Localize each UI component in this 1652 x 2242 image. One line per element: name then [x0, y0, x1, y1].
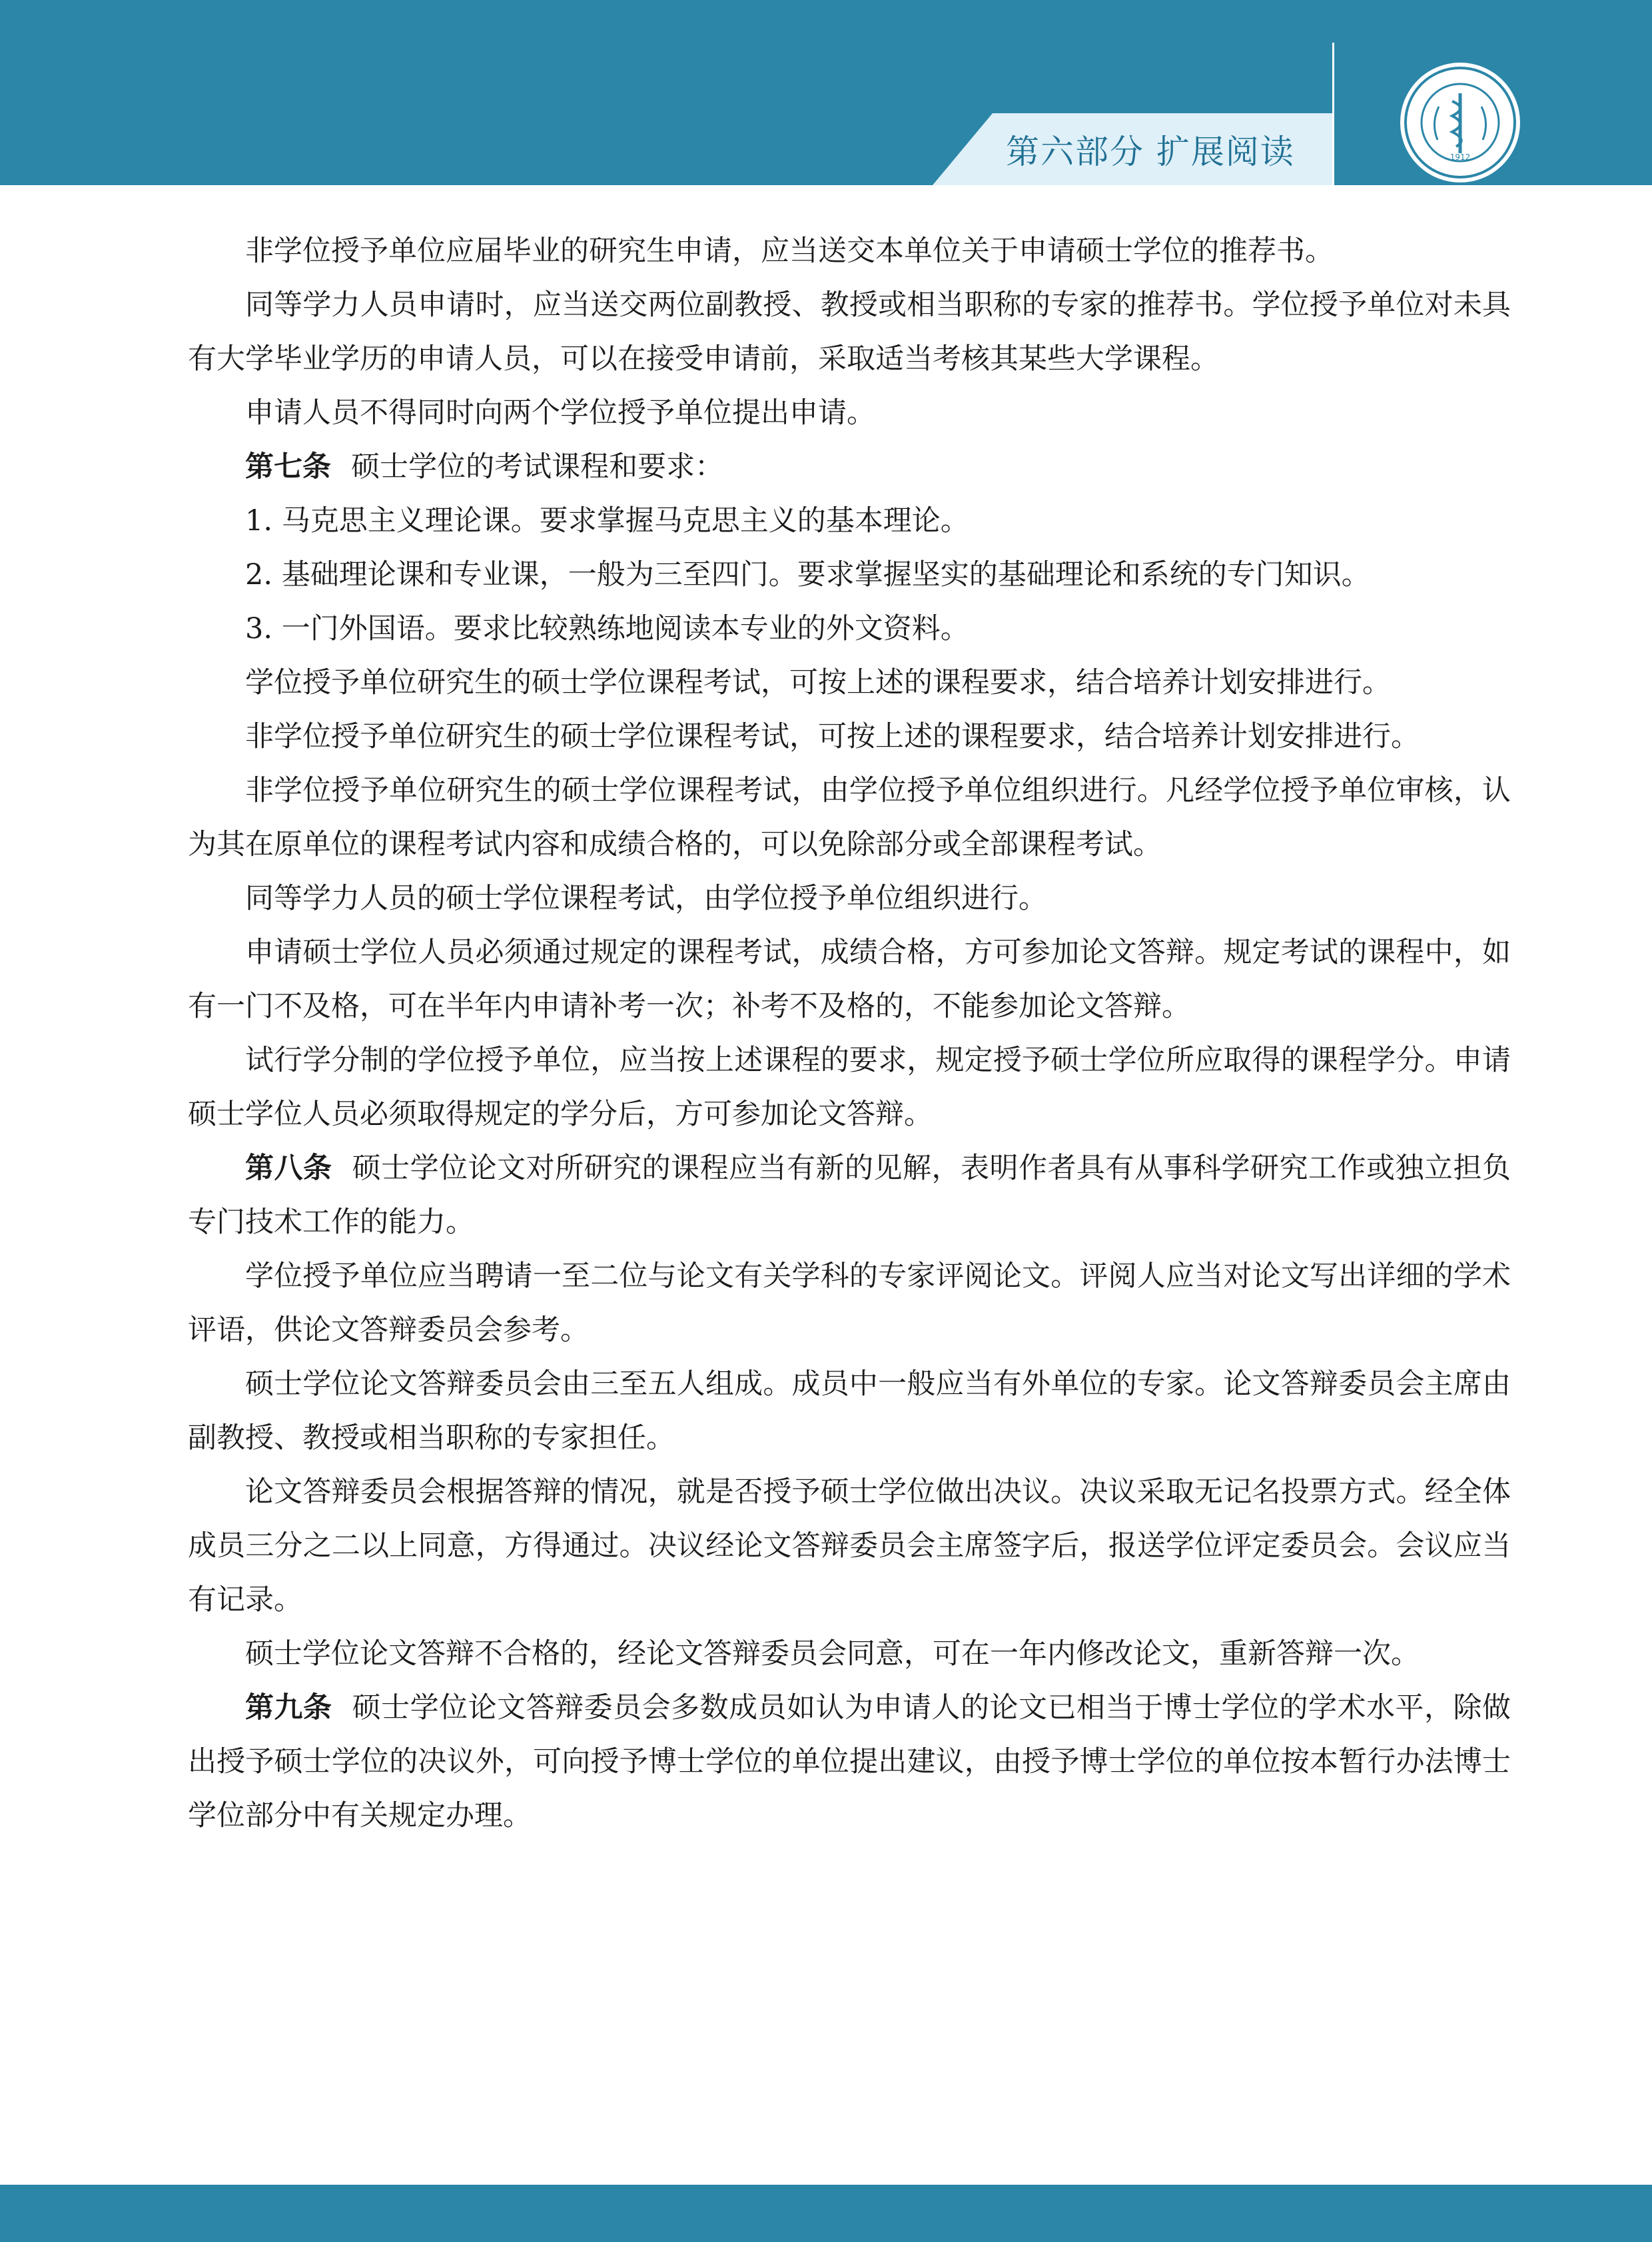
- paragraph-text: 非学位授予单位研究生的硕士学位课程考试，可按上述的课程要求，结合培养计划安排进行。: [245, 720, 1420, 753]
- paragraph-text: 1. 马克思主义理论课。要求掌握马克思主义的基本理论。: [245, 504, 969, 538]
- paragraph-text: 非学位授予单位研究生的硕士学位课程考试，由学位授予单位组织进行。凡经学位授予单位审核，认为其在原单位的课程考试内容和成绩合格的，可以免除部分或全部课程考试。: [188, 774, 1511, 861]
- article-paragraph: [188, 1681, 1511, 1843]
- paragraph-text: 硕士学位论文答辩委员会多数成员如认为申请人的论文已相当于博士学位的学术水平，除做出授予硕士学位的决议外，可向授予博士学位的单位提出建议，由授予博士学位的单位按本暂行办法博士学位部分中有关规定办理。: [188, 1691, 1511, 1832]
- article-number: 第八条: [245, 1152, 332, 1185]
- body-paragraph: [188, 1627, 1511, 1681]
- paragraph-text: 论文答辩委员会根据答辩的情况，就是否授予硕士学位做出决议。决议采取无记名投票方式。经全体成员三分之二以上同意，方得通过。决议经论文答辩委员会主席签字后，报送学位评定委员会。会议应当有记录。: [188, 1475, 1511, 1617]
- body-paragraph: [188, 386, 1511, 440]
- footer-band: [0, 2185, 1652, 2242]
- paragraph-text: 学位授予单位应当聘请一至二位与论文有关学科的专家评阅论文。评阅人应当对论文写出详细的学术评语，供论文答辩委员会参考。: [188, 1260, 1511, 1347]
- body-paragraph: [188, 1357, 1511, 1465]
- section-title: 第六部分 扩展阅读: [1006, 133, 1295, 171]
- paragraph-text: 硕士学位的考试课程和要求：: [351, 450, 724, 484]
- paragraph-text: 申请人员不得同时向两个学位授予单位提出申请。: [245, 396, 875, 430]
- body-paragraph: [188, 710, 1511, 764]
- header-divider: [1332, 43, 1334, 185]
- paragraph-text: 申请硕士学位人员必须通过规定的课程考试，成绩合格，方可参加论文答辩。规定考试的课程中，如有一门不及格，可在半年内申请补考一次；补考不及格的，不能参加论文答辩。: [188, 936, 1511, 1023]
- article-number: 第九条: [245, 1691, 332, 1724]
- body-paragraph: [188, 656, 1511, 710]
- paragraph-text: 3. 一门外国语。要求比较熟练地阅读本专业的外文资料。: [245, 612, 969, 645]
- body-paragraph: [188, 1465, 1511, 1627]
- paragraph-text: 同等学力人员申请时，应当送交两位副教授、教授或相当职称的专家的推荐书。学位授予单位对未具有大学毕业学历的申请人员，可以在接受申请前，采取适当考核其某些大学课程。: [188, 288, 1511, 376]
- body-paragraph: [188, 872, 1511, 926]
- body-paragraph: [188, 548, 1511, 602]
- paragraph-text: 硕士学位论文对所研究的课程应当有新的见解，表明作者具有从事科学研究工作或独立担负专门技术工作的能力。: [188, 1152, 1511, 1239]
- paragraph-text: 试行学分制的学位授予单位，应当按上述课程的要求，规定授予硕士学位所应取得的课程学分。申请硕士学位人员必须取得规定的学分后，方可参加论文答辩。: [188, 1044, 1511, 1131]
- university-seal-icon: [1398, 60, 1523, 185]
- paragraph-text: 同等学力人员的硕士学位课程考试，由学位授予单位组织进行。: [245, 882, 1047, 915]
- paragraph-text: 硕士学位论文答辩不合格的，经论文答辩委员会同意，可在一年内修改论文，重新答辩一次。: [245, 1637, 1420, 1671]
- body-paragraph: [188, 764, 1511, 872]
- body-paragraph: [188, 278, 1511, 386]
- article-paragraph: [188, 440, 1511, 494]
- logo-year: 1912: [1449, 153, 1471, 162]
- document-body: [188, 224, 1511, 1843]
- body-paragraph: [188, 224, 1511, 278]
- body-paragraph: [188, 602, 1511, 656]
- paragraph-text: 非学位授予单位应届毕业的研究生申请，应当送交本单位关于申请硕士学位的推荐书。: [245, 234, 1334, 268]
- paragraph-text: 硕士学位论文答辩委员会由三至五人组成。成员中一般应当有外单位的专家。论文答辩委员会主席由副教授、教授或相当职称的专家担任。: [188, 1367, 1511, 1455]
- body-paragraph: [188, 926, 1511, 1034]
- article-paragraph: [188, 1142, 1511, 1250]
- body-paragraph: [188, 1034, 1511, 1142]
- body-paragraph: [188, 1250, 1511, 1357]
- paragraph-text: 2. 基础理论课和专业课，一般为三至四门。要求掌握坚实的基础理论和系统的专门知识。: [245, 558, 1370, 591]
- paragraph-text: 学位授予单位研究生的硕士学位课程考试，可按上述的课程要求，结合培养计划安排进行。: [245, 666, 1391, 699]
- article-number: 第七条: [245, 450, 331, 484]
- body-paragraph: [188, 494, 1511, 548]
